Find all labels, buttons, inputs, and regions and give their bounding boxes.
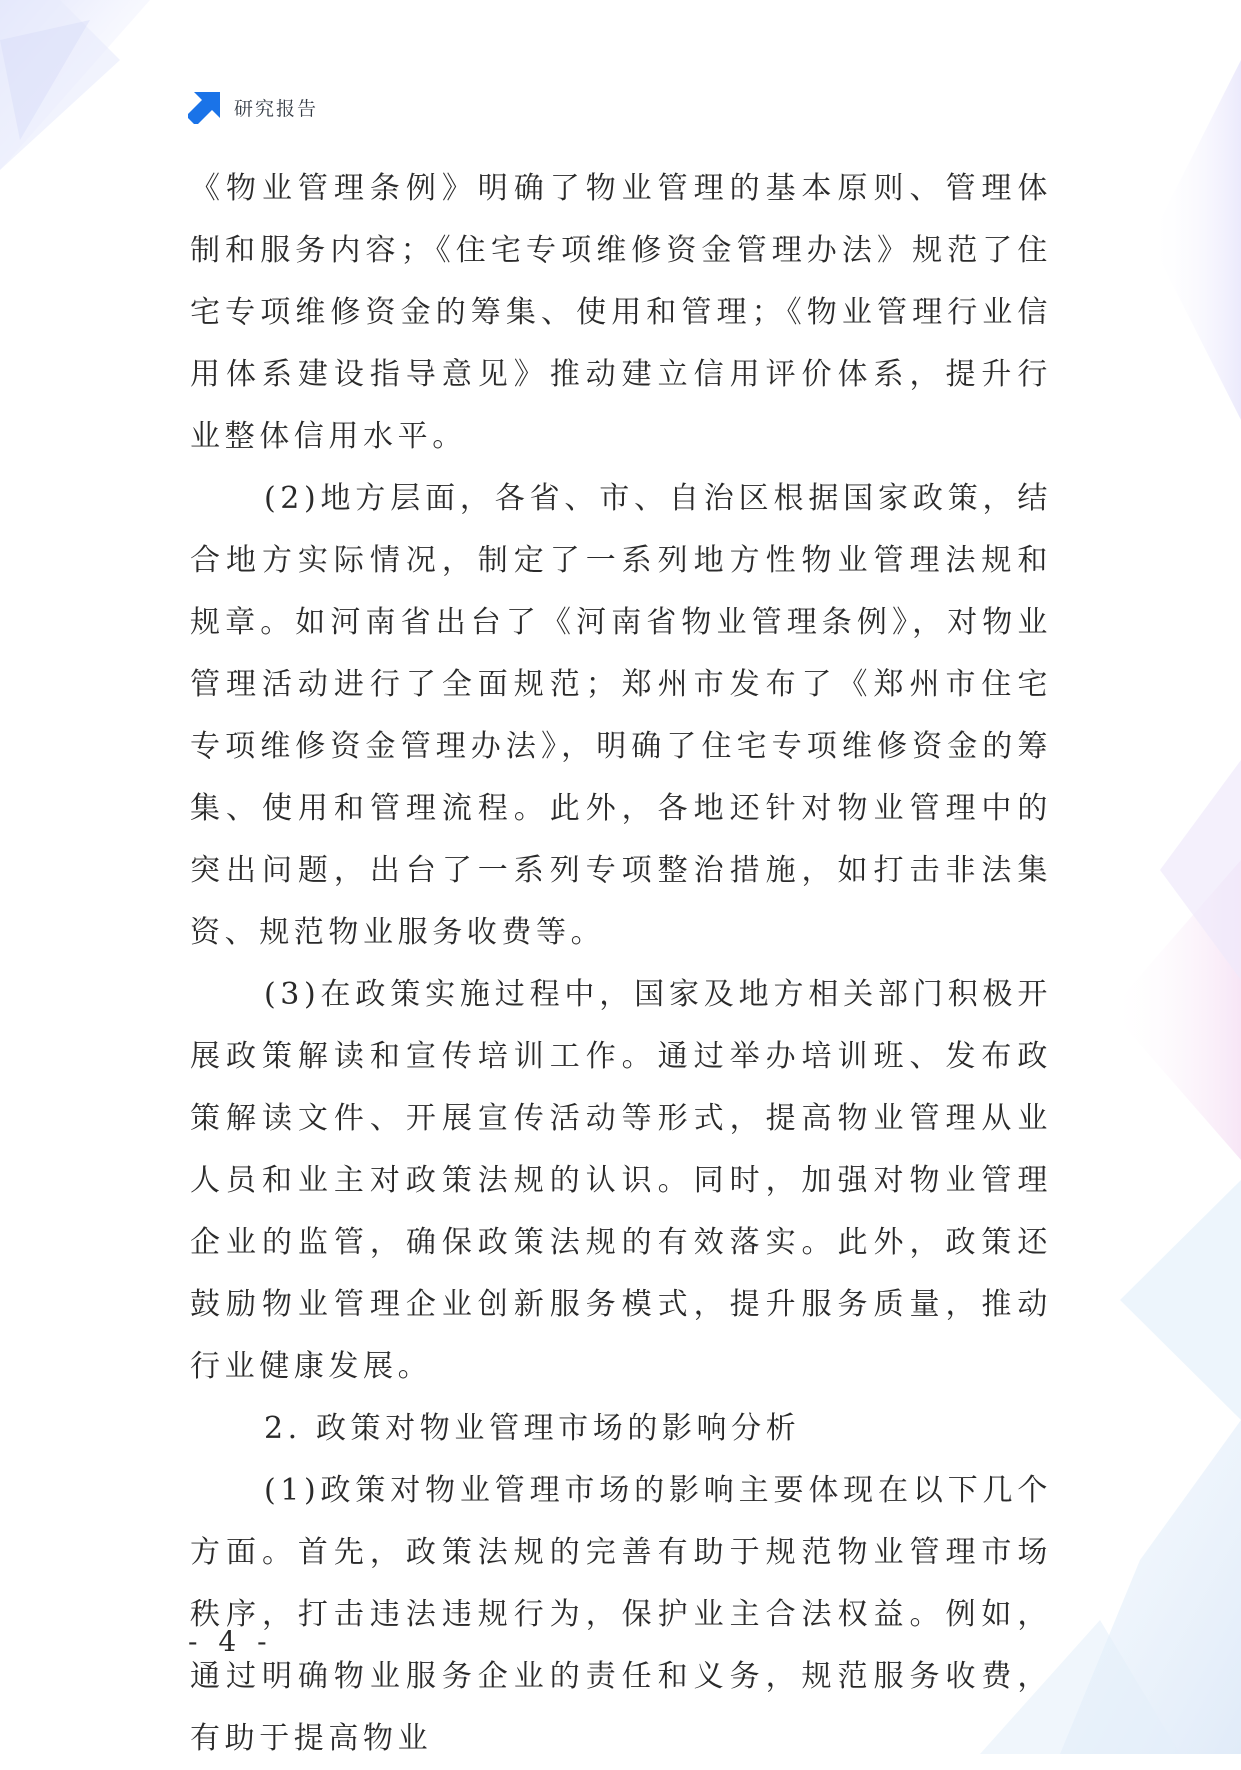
report-header — [188, 90, 318, 124]
arrow-up-right-icon — [188, 90, 222, 124]
report-header-title: 研究报告 — [234, 97, 319, 120]
section-heading: 2. 政策对物业管理市场的影响分析 — [264, 1411, 801, 1446]
paragraph: (3)在政策实施过程中，国家及地方相关部门积极开展政策解读和宣传培训工作。通过举办培训班、发布政策解读文件、开展宣传活动等形式，提高物业管理从业人员和业主对政策法规的认识。同时，加强对物业管理企业的监管，确保政策法规的有效落实。此外，政策还鼓励物业管理企业创新服务模式，提升服务质量，推动行业健康发展。 — [190, 977, 1052, 1384]
paragraph: 《物业管理条例》明确了物业管理的基本原则、管理体制和服务内容；《住宅专项维修资金管理办法》规范了住宅专项维修资金的筹集、使用和管理；《物业管理行业信用体系建设指导意见》推动建立信用评价体系，提升行业整体信用水平。 — [190, 171, 1052, 454]
document-body — [190, 158, 1052, 1770]
paragraph: (2)地方层面，各省、市、自治区根据国家政策，结合地方实际情况，制定了一系列地方性物业管理法规和规章。如河南省出台了《河南省物业管理条例》，对物业管理活动进行了全面规范；郑州市发布了《郑州市住宅专项维修资金管理办法》，明确了住宅专项维修资金的筹集、使用和管理流程。此外，各地还针对物业管理中的突出问题，出台了一系列专项整治措施，如打击非法集资、规范物业服务收费等。 — [190, 481, 1052, 950]
paragraph: (1)政策对物业管理市场的影响主要体现在以下几个方面。首先，政策法规的完善有助于规范物业管理市场秩序，打击违法违规行为，保护业主合法权益。例如，通过明确物业服务企业的责任和义务，规范服务收费，有助于提高物业 — [190, 1473, 1052, 1756]
page-number: - 4 - — [188, 1625, 273, 1658]
